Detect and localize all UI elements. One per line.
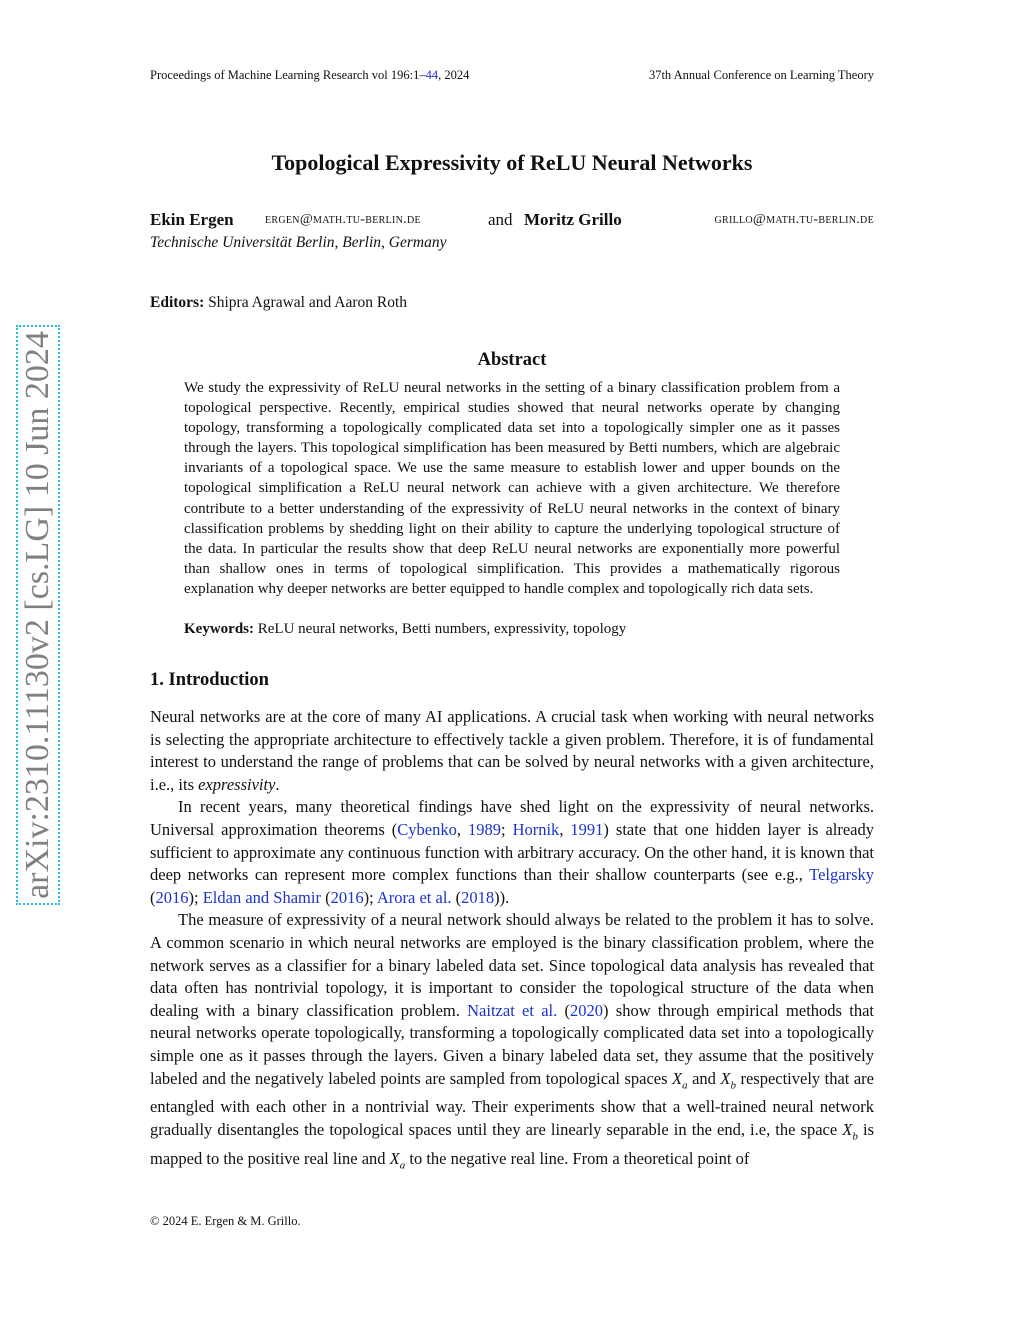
author2-name: Moritz Grillo [524,210,622,229]
citation-arora[interactable]: Arora et al. [376,887,452,907]
para3-text-5: is mapped to the positive real line and [150,1119,874,1168]
para3-text-2: ) show through empirical methods that neural networks operate topologically, transforming a topologically complicated data set into a topologically simple one as it passes through the layers. Given a binary labeled data set, they assume that the positively labeled and the negatively labeled points are sampled from topological spaces [150,1000,874,1088]
arxiv-stamp-text: arXiv:2310.11130v2 [cs.LG] 10 Jun 2024 [19,331,56,899]
para3-text-1: The measure of expressivity of a neural network should always be related to the problem it has to solve. A common scenario in which neural networks are employed is the binary classification problem, where the network serves as a classifier for a binary labeled data set. Since topological data analysis has revealed that data often has nontrivial topology, it is important to consider the topological structure of the data when dealing with a binary classification problem. [150,910,874,1020]
para2-sep-7: ); [363,887,377,907]
author2-email[interactable]: grillo@math.tu-berlin.de [714,212,874,227]
introduction-body [150,706,874,1177]
page-count-link[interactable]: 44 [425,68,439,82]
para1-emphasis: expressivity [198,774,276,794]
citation-eldan-shamir-year[interactable]: 2016 [330,887,364,907]
math-x-b-2-sub: b [852,1130,858,1143]
abstract-heading: Abstract [477,350,547,370]
para3-text-6: to the negative real line. From a theoretical point of [405,1148,750,1168]
section-heading-introduction: 1. Introduction [150,670,269,690]
math-x-a-sub: a [682,1078,688,1091]
affiliation: Technische Universität Berlin, Berlin, Germany [150,234,447,251]
para2-sep-3: , [559,819,571,839]
author1-email[interactable]: ergen@math.tu-berlin.de [265,212,421,227]
para2-sep-2: ; [501,819,513,839]
paragraph-2 [150,796,874,909]
math-x-b-2-base: X [842,1119,853,1139]
citation-telgarsky[interactable]: Telgarsky [809,865,874,885]
author1-name: Ekin Ergen [150,210,234,229]
math-x-b-sub: b [730,1078,736,1091]
header-left-prefix: Proceedings of Machine Learning Research vol 196:1– [150,68,426,82]
para2-sep-6: ( [320,887,331,907]
math-x-a [672,1068,688,1091]
citation-naitzat-year[interactable]: 2020 [570,1000,604,1020]
para2-sep-4: ( [150,887,156,907]
para3-sep-1: ( [557,1000,571,1020]
keywords-list: ReLU neural networks, Betti numbers, expressivity, topology [254,621,627,637]
editors-names: Shipra Agrawal and Aaron Roth [204,294,408,311]
para2-text-2: ) state that one hidden layer is already sufficient to approximate any continuous function with arbitrary accuracy. On the other hand, it is known that deep networks can represent more complex functions than their shallow counterparts (see e.g., [150,819,874,885]
para2-sep-5: ); [188,887,203,907]
para3-text-4: respectively that are entangled with each other in a nontrivial way. Their experiments show that a well-trained neural network gradually disentangles the topological spaces until they are linearly separable in the end, i.e, the space [150,1068,874,1139]
para3-text-3: and [687,1068,721,1088]
abstract-text: We study the expressivity of ReLU neural networks in the setting of a binary classification problem from a topological perspective. Recently, empirical studies showed that neural networks operate by changing topology, transforming a topologically complicated data set into a topologically simpler one as it passes through the layers. This topological simplification has been measured by Betti numbers, which are algebraic invariants of a topological space. We use the same measure to establish lower and upper bounds on the topological simplification a ReLU neural network can achieve with a given architecture. We therefore contribute to a better understanding of the expressivity of ReLU neural networks in the context of binary classification problems by shedding light on their ability to capture the underlying topological structure of the data. In particular the results show that deep ReLU neural networks are exponentially more powerful than shallow ones in terms of topological simplification. This provides a mathematically rigorous explanation why deeper networks are better equipped to handle complex and topologically rich data sets. [184,380,840,597]
citation-cybenko[interactable]: Cybenko [397,819,457,839]
author-conjunction: and [488,210,513,229]
citation-eldan-shamir[interactable]: Eldan and Shamir [202,887,321,907]
para2-sep-1: , [456,819,468,839]
citation-telgarsky-year[interactable]: 2016 [155,887,189,907]
header-left-suffix: , 2024 [438,68,470,82]
math-x-a-base: X [672,1068,683,1088]
math-x-b-2 [842,1119,858,1143]
math-x-b [720,1068,736,1091]
para1-text-2: . [275,774,280,794]
paper-title: Topological Expressivity of ReLU Neural Networks [271,150,753,175]
citation-hornik-year[interactable]: 1991 [570,819,604,839]
para2-text-1: In recent years, many theoretical findings have shed light on the expressivity of neural networks. Universal approximation theorems ( [150,797,874,839]
math-x-a-2-base: X [389,1148,400,1168]
running-header-right: 37th Annual Conference on Learning Theory [648,68,874,82]
paragraph-1 [150,706,874,796]
editors-line [150,294,407,312]
author-line [150,210,874,234]
paragraph-3 [150,909,874,1176]
keywords-label: Keywords: [184,621,254,637]
citation-hornik[interactable]: Hornik [512,819,560,839]
citation-arora-year[interactable]: 2018 [461,887,495,907]
copyright-footer: © 2024 E. Ergen & M. Grillo. [150,1214,301,1228]
arxiv-stamp[interactable] [16,325,60,905]
citation-naitzat[interactable]: Naitzat et al. [467,1000,558,1020]
editors-label: Editors: [150,294,205,311]
para1-text-1: Neural networks are at the core of many AI applications. A crucial task when working with neural networks is selecting the appropriate architecture to effectively tackle a given problem. Therefore, it is of fundamental interest to understand the range of problems that can be solved by neural networks with a given architecture, i.e., its [150,707,874,794]
keywords-line [184,621,840,638]
para2-text-3: )). [494,887,510,907]
math-x-b-base: X [720,1068,731,1088]
running-header-left [150,68,469,83]
citation-cybenko-year[interactable]: 1989 [468,819,501,839]
para2-sep-8: ( [451,887,462,907]
math-x-a-2-sub: a [399,1159,406,1172]
math-x-a-2 [389,1148,406,1172]
